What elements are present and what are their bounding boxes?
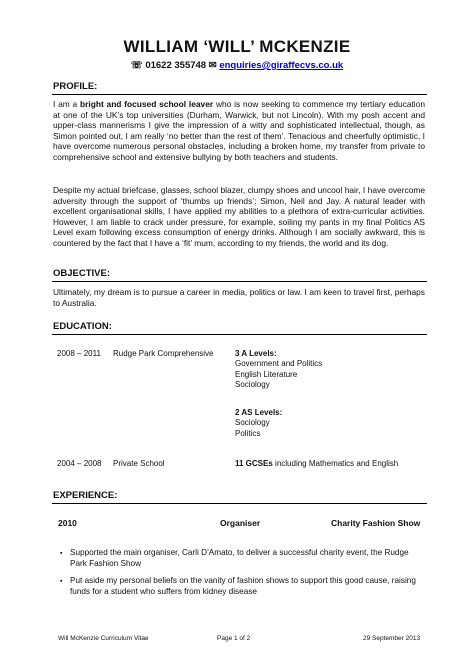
footer-date: 29 September 2013: [363, 635, 421, 642]
candidate-name: WILLIAM ‘WILL’ MCKENZIE: [123, 37, 351, 56]
section-divider: [52, 503, 427, 504]
contact-line: [0, 60, 474, 71]
experience-heading: EXPERIENCE:: [53, 490, 118, 501]
section-divider: [52, 281, 427, 282]
footer-document-name: Will McKenzie Curriculum Vitae: [58, 635, 149, 642]
footer-page-number: Page 1 of 2: [217, 635, 251, 642]
education-dates: 2004 – 2008: [57, 459, 102, 468]
envelope-icon: ✉: [208, 60, 217, 71]
square-bullet-icon: ▪: [60, 550, 63, 557]
section-divider: [52, 94, 427, 95]
qualification-title: 2 AS Levels:: [235, 408, 283, 417]
education-dates: 2008 – 2011: [57, 349, 101, 358]
experience-role: Organiser: [220, 518, 261, 528]
education-heading: EDUCATION:: [53, 321, 112, 332]
qualification-line: 11 GCSEs including Mathematics and English: [235, 459, 399, 468]
square-bullet-icon: ▪: [60, 578, 63, 585]
objective-text: Ultimately, my dream is to pursue a career in media, politics or law. I am keen to travel first, perhaps to Australia.: [53, 287, 425, 308]
telephone-icon: ☏: [130, 60, 143, 71]
phone-number: 01622 355748: [145, 60, 207, 71]
experience-year: 2010: [58, 518, 77, 528]
qualification-group: 2 AS Levels: Sociology Politics: [235, 408, 283, 438]
email-link[interactable]: enquiries@giraffecvs.co.uk: [219, 60, 344, 71]
section-divider: [52, 334, 427, 335]
profile-paragraph-2: Despite my actual briefcase, glasses, school blazer, clumpy shoes and uncool hair, I have overcome adversity through the support of ‘thumbs up friends’: Simon, Neil and Jay. A natural leader with excellent organisational skills, I have applied my abilities to a plethora of extra-curricular activities. However, I am liable to crack under pressure, for example, soiling my pants in my final Politics AS Level exam following excess consumption of energy drinks. Although I am socially awkward, this is countered by the fact that I have a ‘fit’ mum, according to my friends, the world and its dog.: [53, 185, 425, 248]
education-institution: Rudge Park Comprehensive: [113, 349, 214, 358]
experience-title: Charity Fashion Show: [331, 518, 421, 528]
experience-bullet: Put aside my personal beliefs on the vanity of fashion shows to support this good cause, raising funds for a student who suffers from kidney disease: [70, 576, 416, 596]
qualification-title: 3 A Levels:: [235, 349, 277, 358]
objective-heading: OBJECTIVE:: [53, 268, 111, 279]
experience-bullet: Supported the main organiser, Carli D’Amato, to deliver a successful charity event, the Rudge Park Fashion Show: [70, 548, 409, 568]
profile-heading: PROFILE:: [53, 81, 98, 92]
profile-highlight: bright and focused school leaver: [80, 99, 214, 109]
profile-paragraph-1: I am a bright and focused school leaver who is now seeking to commence my tertiary education at one of the UK’s top universities (Durham, Warwick, but not Lincoln). With my posh accent and upper-class mannerisms I give the impression of a witty and sophisticated intellectual, though, as Simon pointed out, I am really ‘no better than the rest of them’. Tenacious and cheerfully optimistic, I have overcome numerous personal obstacles, including a broken home, my transfer from private to comprehensive school and extensive bullying by both teachers and students.: [53, 99, 425, 162]
education-institution: Private School: [113, 459, 165, 468]
qualification-group: 3 A Levels: Government and Politics English Literature Sociology: [235, 349, 323, 390]
